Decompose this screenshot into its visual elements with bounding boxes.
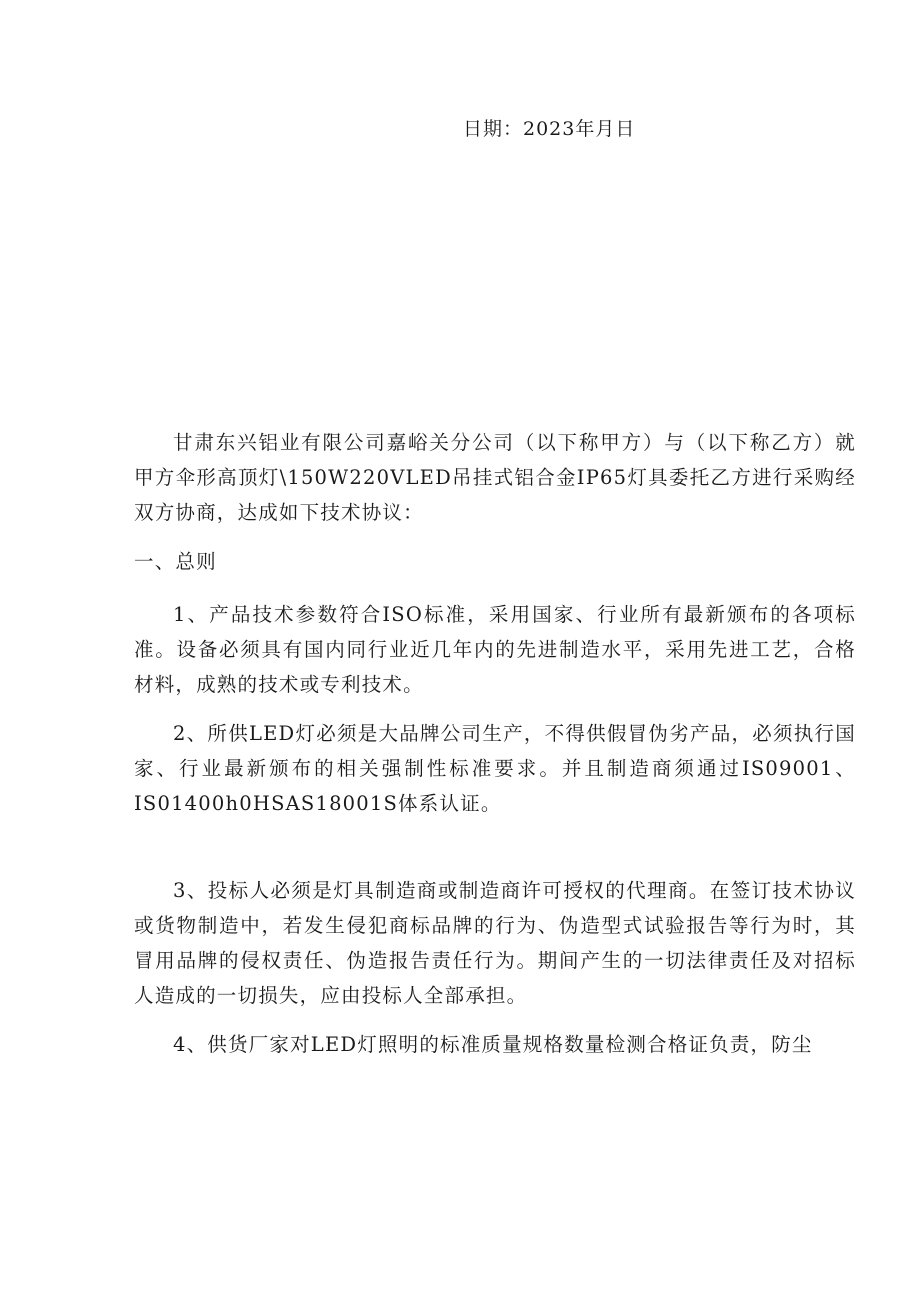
clause-3: 3、投标人必须是灯具制造商或制造商许可授权的代理商。在签订技术协议或货物制造中，若发生侵犯商标品牌的行为、伪造型式试验报告等行为时，其冒用品牌的侵权责任、伪造报告责任行为。期间产生的一切法律责任及对招标人造成的一切损失，应由投标人全部承担。 [134,879,856,1007]
intro-paragraph: 甘肃东兴铝业有限公司嘉峪关分公司（以下称甲方）与（以下称乙方）就甲方伞形高顶灯\150W220VLED吊挂式铝合金IP65灯具委托乙方进行采购经双方协商，达成如下技术协议： [134,431,856,524]
clause-4: 4、供货厂家对LED灯照明的标准质量规格数量检测合格证负责，防尘 [173,1033,813,1056]
clause-1: 1、产品技术参数符合ISO标准，采用国家、行业所有最新颁布的各项标准。设备必须具有国内同行业近几年内的先进制造水平，采用先进工艺，合格材料，成熟的技术或专利技术。 [134,603,856,696]
date-line: 日期：2023年月日 [463,118,636,140]
document-body [134,425,856,1062]
section-heading-general: 一、总则 [134,550,217,573]
clause-2: 2、所供LED灯必须是大品牌公司生产，不得供假冒伪劣产品，必须执行国家、行业最新颁布的相关强制性标准要求。并且制造商须通过IS09001、IS01400h0HSAS18001S体系认证。 [134,722,856,815]
